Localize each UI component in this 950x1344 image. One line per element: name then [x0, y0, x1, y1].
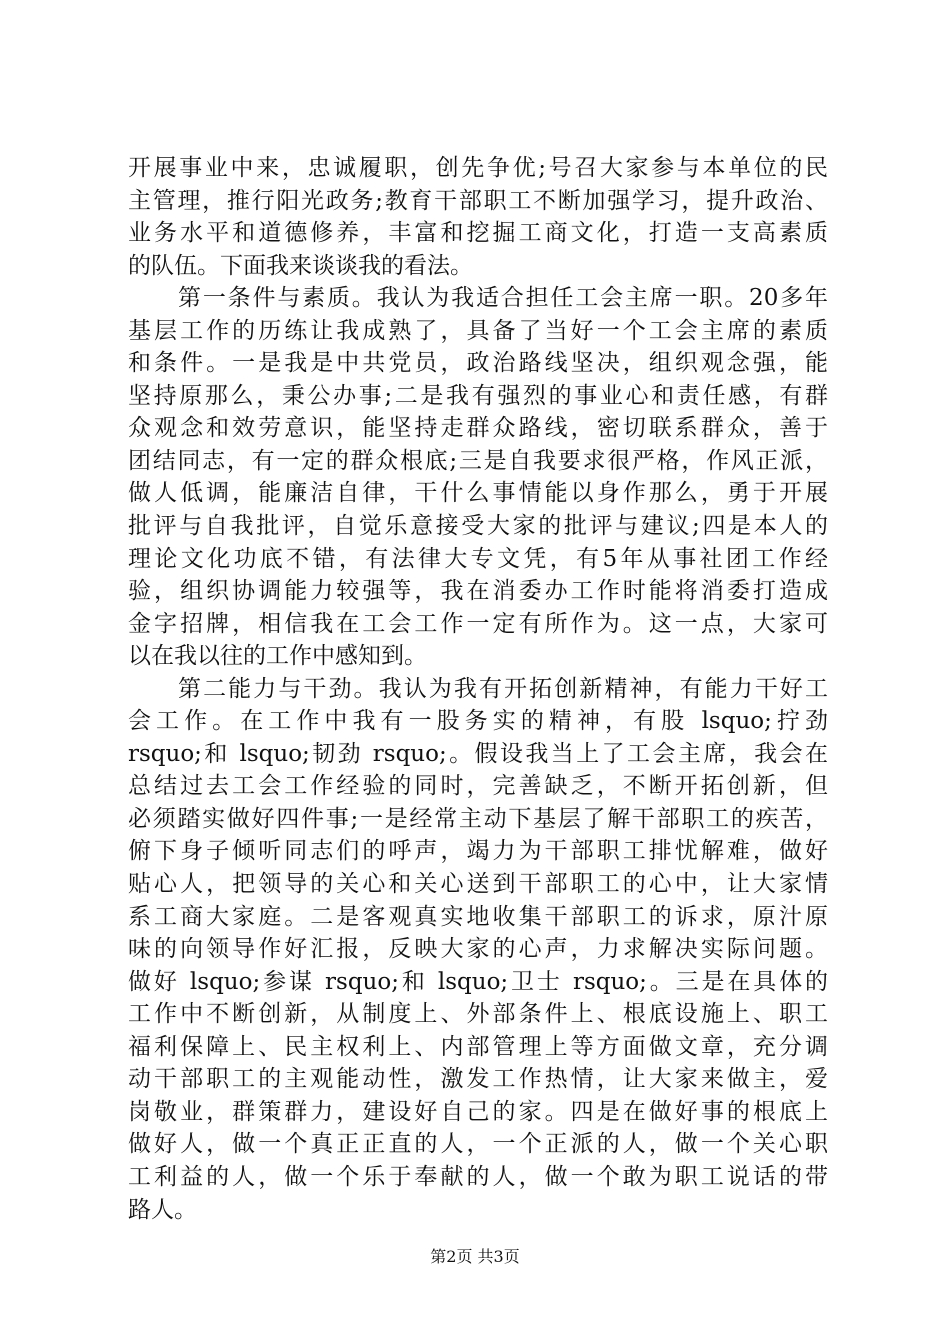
text-line: 和条件。一是我是中共党员，政治路线坚决，组织观念强，能 — [128, 350, 828, 377]
text-line: 必须踏实做好四件事;一是经常主动下基层了解干部职工的疾苦， — [128, 805, 828, 832]
paragraph-start-line: 第二能力与干劲。我认为我有开拓创新精神，有能力干好工 — [178, 675, 828, 702]
text-line: 金字招牌，相信我在工会工作一定有所作为。这一点，大家可 — [128, 610, 828, 637]
text-line: 做人低调，能廉洁自律，干什么事情能以身作那么，勇于开展 — [128, 480, 828, 507]
text-line: 坚持原那么，秉公办事;二是我有强烈的事业心和责任感，有群 — [128, 382, 828, 409]
text-line: 味的向领导作好汇报，反映大家的心声，力求解决实际问题。 — [128, 936, 828, 963]
text-line: 贴心人，把领导的关心和关心送到干部职工的心中，让大家情 — [128, 871, 828, 898]
text-line: 系工商大家庭。二是客观真实地收集干部职工的诉求，原汁原 — [128, 903, 828, 930]
text-line: 开展事业中来，忠诚履职，创先争优;号召大家参与本单位的民 — [128, 155, 828, 181]
page-footer — [0, 1244, 950, 1267]
text-line: 工作中不断创新，从制度上、外部条件上、根底设施上、职工 — [128, 1001, 828, 1028]
text-line: 会工作。在工作中我有一股务实的精神，有股 lsquo;拧劲 — [128, 708, 828, 735]
text-line: 岗敬业，群策群力，建设好自己的家。四是在做好事的根底上 — [128, 1098, 828, 1125]
text-line: 的队伍。下面我来谈谈我的看法。 — [128, 252, 473, 279]
text-line: 业务水平和道德修养，丰富和挖掘工商文化，打造一支高素质 — [128, 220, 828, 247]
page-number: 第2页 共3页 — [430, 1247, 520, 1266]
text-line: 做好 lsquo;参谋 rsquo;和 lsquo;卫士 rsquo;。三是在具体的 — [128, 968, 828, 995]
text-line: rsquo;和 lsquo;韧劲 rsquo;。假设我当上了工会主席，我会在 — [128, 740, 828, 767]
text-line: 做好人，做一个真正正直的人，一个正派的人，做一个关心职 — [128, 1131, 828, 1158]
text-line: 以在我以往的工作中感知到。 — [128, 643, 427, 670]
text-line: 团结同志，有一定的群众根底;三是自我要求很严格，作风正派， — [128, 447, 828, 474]
text-line: 动干部职工的主观能动性，激发工作热情，让大家来做主，爱 — [128, 1066, 828, 1093]
text-line: 基层工作的历练让我成熟了，具备了当好一个工会主席的素质 — [128, 317, 828, 344]
text-line: 总结过去工会工作经验的同时，完善缺乏，不断开拓创新，但 — [128, 773, 828, 800]
text-line: 验，组织协调能力较强等，我在消委办工作时能将消委打造成 — [128, 578, 828, 605]
text-line: 工利益的人，做一个乐于奉献的人，做一个敢为职工说话的带 — [128, 1163, 828, 1190]
text-line: 福利保障上、民主权利上、内部管理上等方面做文章，充分调 — [128, 1033, 828, 1060]
text-line: 主管理，推行阳光政务;教育干部职工不断加强学习，提升政治、 — [128, 187, 828, 214]
text-line: 批评与自我批评，自觉乐意接受大家的批评与建议;四是本人的 — [128, 513, 828, 540]
text-line: 路人。 — [128, 1196, 197, 1223]
text-line: 理论文化功底不错，有法律大专文凭，有5年从事社团工作经 — [128, 545, 828, 572]
paragraph-start-line: 第一条件与素质。我认为我适合担任工会主席一职。20多年 — [178, 285, 828, 312]
document-body — [128, 152, 828, 1226]
text-line: 众观念和效劳意识，能坚持走群众路线，密切联系群众，善于 — [128, 415, 828, 442]
text-line: 俯下身子倾听同志们的呼声，竭力为干部职工排忧解难，做好 — [128, 838, 828, 865]
